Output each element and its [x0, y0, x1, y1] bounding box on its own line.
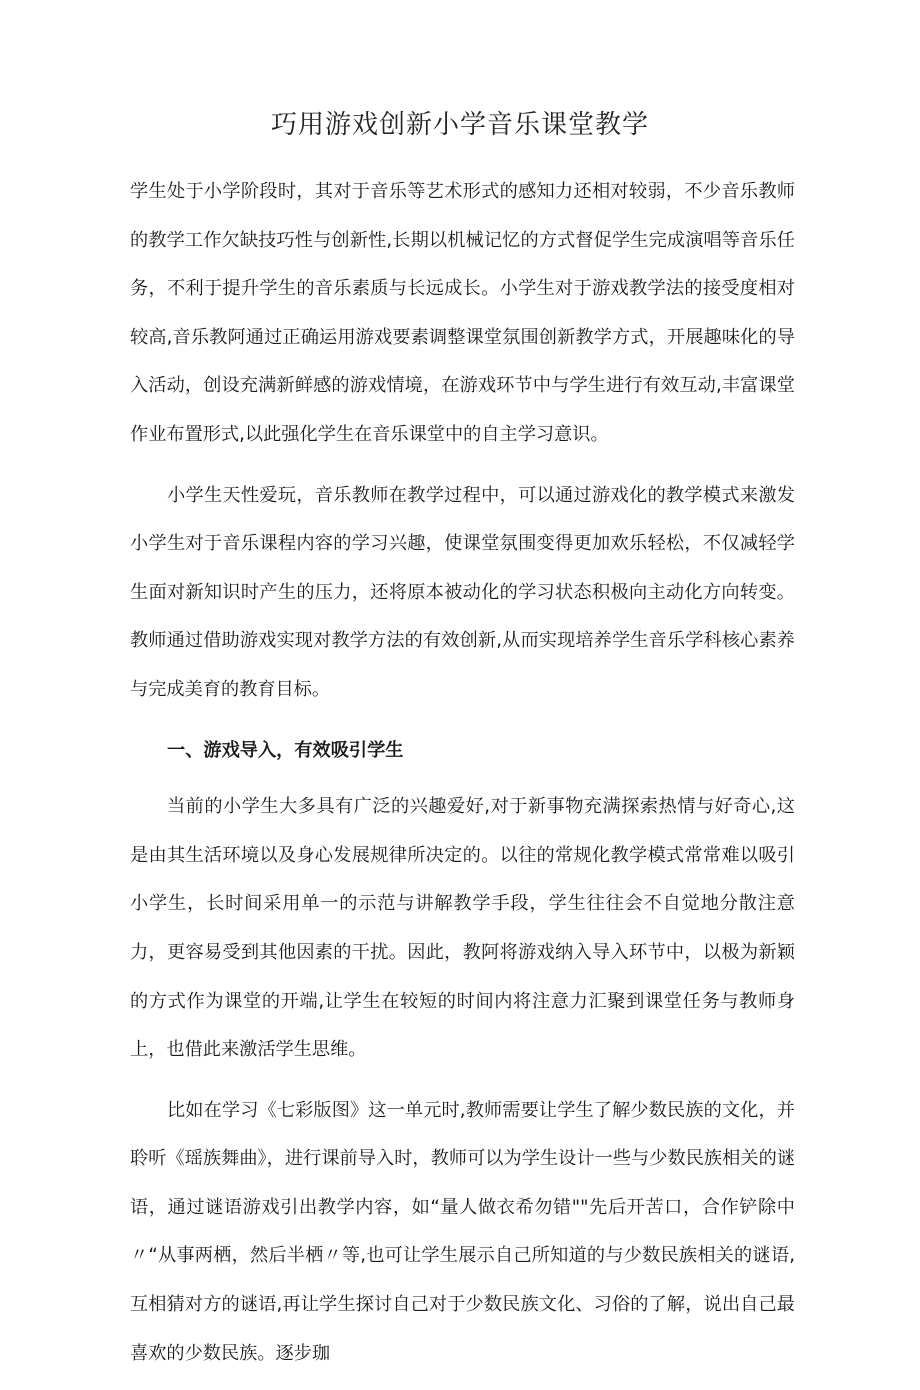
- paragraph-overview: 小学生天性爱玩，音乐教师在教学过程中，可以通过游戏化的教学模式来激发小学生对于音乐课程内容的学习兴趣，使课堂氛围变得更加欢乐轻松，不仅减轻学生面对新知识时产生的压力，还将原本被动化的学习状态积极向主动化方向转变。教师通过借助游戏实现对教学方法的有效创新,从而实现培养学生音乐学科核心素养与完成美育的教育目标。: [130, 484, 795, 700]
- paragraph-section-1-b: 比如在学习《七彩版图》这一单元时,教师需要让学生了解少数民族的文化，并聆听《瑶族舞曲》，进行课前导入时，教师可以为学生设计一些与少数民族相关的谜语，通过谜语游戏引出教学内容，如“量人做衣希勿错""先后开苦口，合作铲除中〃“从事两栖，然后半栖〃等,也可让学生展示自己所知道的与少数民族相关的谜语,互相猜对方的谜语,再让学生探讨自己对于少数民族文化、习俗的了解，说出自己最喜欢的少数民族。逐步珈: [130, 1099, 795, 1364]
- section-heading-1: 一、游戏导入，有效吸引学生: [167, 739, 404, 761]
- document-body: [130, 168, 795, 1390]
- document-title: 巧用游戏创新小学音乐课堂教学: [270, 110, 649, 140]
- paragraph-intro: 学生处于小学阶段时，其对于音乐等艺术形式的感知力还相对较弱，不少音乐教师的教学工作欠缺技巧性与创新性,长期以机械记忆的方式督促学生完成演唱等音乐任务，不利于提升学生的音乐素质与长远成长。小学生对于游戏教学法的接受度相对较高,音乐教阿通过正确运用游戏要素调整课堂氛围创新教学方式，开展趣味化的导入活动，创设充满新鲜感的游戏情境，在游戏环节中与学生进行有效互动,丰富课堂作业布置形式,以此强化学生在音乐课堂中的自主学习意识。: [130, 181, 795, 445]
- paragraph-section-1-a: 当前的小学生大多具有广泛的兴趣爱好,对于新事物充满探索热情与好奇心,这是由其生活环境以及身心发展规律所决定的。以往的常规化教学模式常常难以吸引小学生，长时间采用单一的示范与讲解教学手段，学生往往会不自觉地分散注意力，更容易受到其他因素的干扰。因此，教阿将游戏纳入导入环节中，以极为新颖的方式作为课堂的开端,让学生在较短的时间内将注意力汇聚到课堂任务与教师身上，也借此来激活学生思维。: [130, 796, 795, 1061]
